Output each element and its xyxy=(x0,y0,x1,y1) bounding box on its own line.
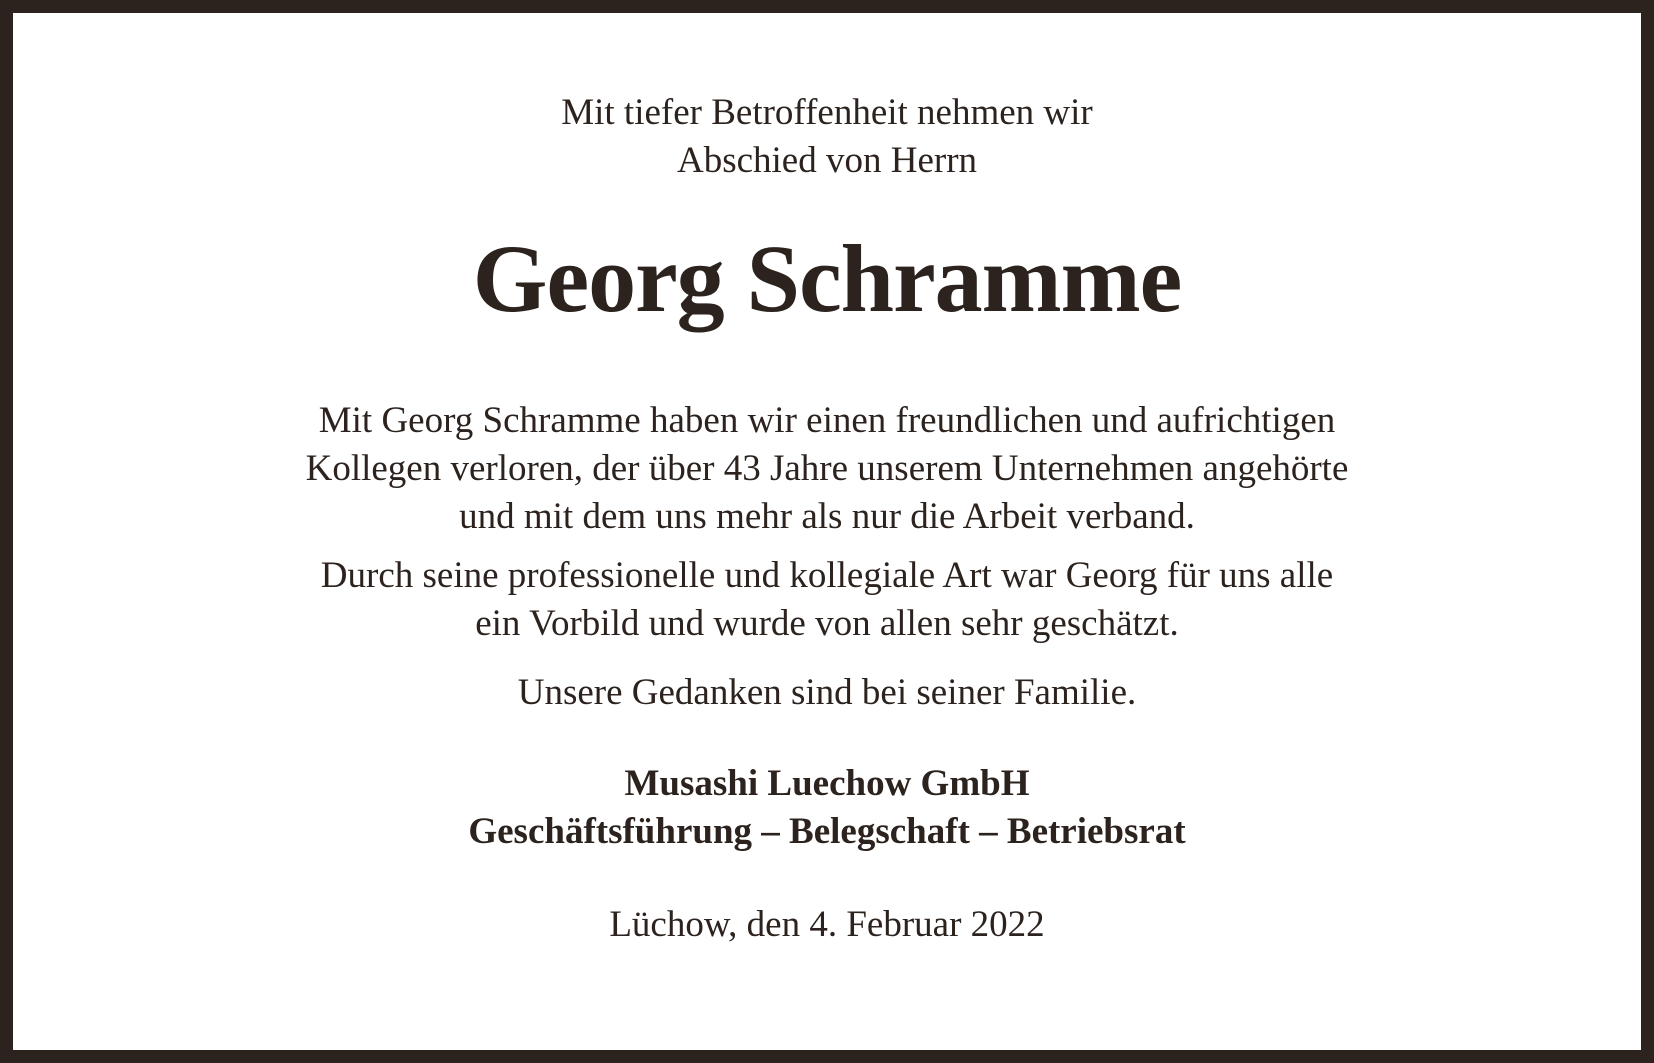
paragraph-1-line-1: Mit Georg Schramme haben wir einen freundlichen und aufrichtigen xyxy=(318,400,1336,441)
paragraph-1-line-2: Kollegen verloren, der über 43 Jahre unserem Unternehmen angehörte xyxy=(305,448,1349,489)
intro-line-2: Abschied von Herrn xyxy=(676,140,978,181)
deceased-name: Georg Schramme xyxy=(472,225,1182,332)
intro-line-1: Mit tiefer Betroffenheit nehmen wir xyxy=(561,92,1093,133)
paragraph-2-line-1: Durch seine professionelle und kollegiale Art war Georg für uns alle xyxy=(320,555,1334,596)
paragraph-2-line-2: ein Vorbild und wurde von allen sehr geschätzt. xyxy=(475,603,1179,644)
place-date: Lüchow, den 4. Februar 2022 xyxy=(609,904,1045,945)
paragraph-3-line-1: Unsere Gedanken sind bei seiner Familie. xyxy=(517,672,1137,713)
signature-company: Musashi Luechow GmbH xyxy=(624,763,1030,804)
signature-departments: Geschäftsführung – Belegschaft – Betriebsrat xyxy=(468,811,1186,852)
paragraph-1-line-3: und mit dem uns mehr als nur die Arbeit verband. xyxy=(459,496,1195,537)
